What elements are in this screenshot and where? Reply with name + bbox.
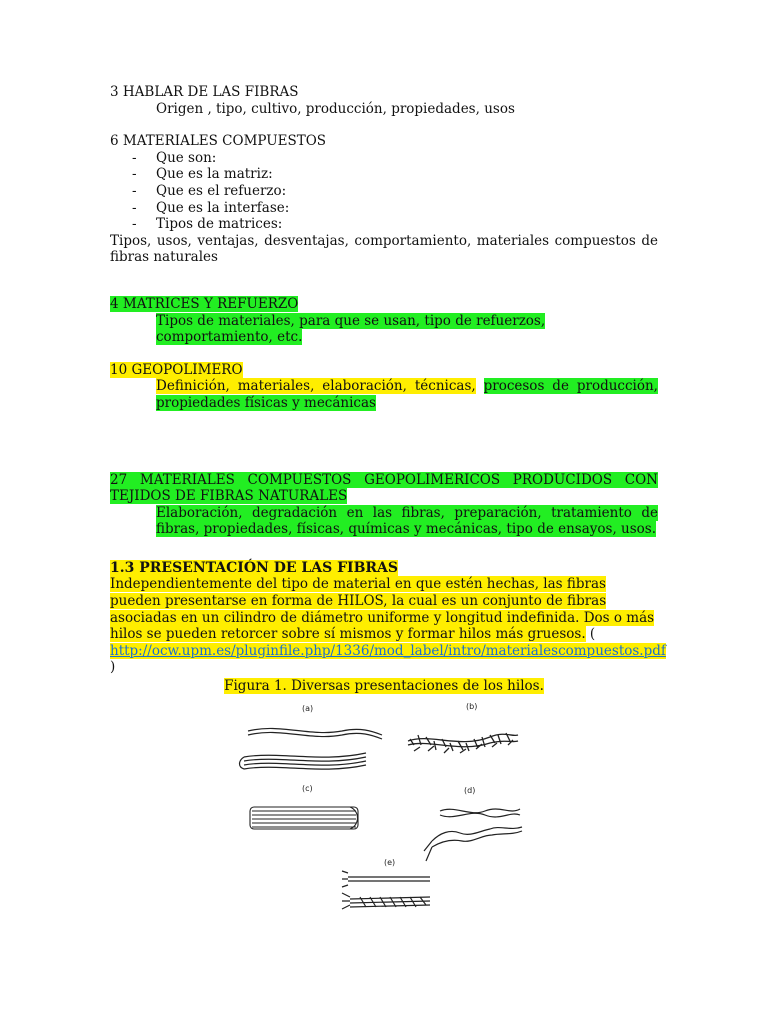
section-title-matrices: 4 MATRICES Y REFUERZO xyxy=(110,295,299,312)
section-subtitle-geopolimero-b: procesos de producción, propiedades físicas y mecánicas xyxy=(156,378,658,411)
figure-label-a: (a) xyxy=(302,703,314,713)
figure-label-e: (e) xyxy=(384,857,396,867)
link-close-paren: ) xyxy=(110,659,116,676)
section-title-geopolimericos: 27 MATERIALES COMPUESTOS GEOPOLIMERICOS PRODUCIDOS CON TEJIDOS DE FIBRAS NATURALES xyxy=(110,471,658,505)
list-item: - Tipos de matrices: xyxy=(132,216,283,233)
section-title-presentacion: 1.3 PRESENTACIÓN DE LAS FIBRAS xyxy=(110,559,399,576)
section-title-fibras: 3 HABLAR DE LAS FIBRAS xyxy=(110,84,299,100)
figure-label-d: (d) xyxy=(464,785,476,795)
section-subtitle-fibras: Origen , tipo, cultivo, producción, propiedades, usos xyxy=(156,100,515,117)
yarn-illustration xyxy=(110,701,658,911)
figure-yarns xyxy=(110,701,658,911)
yarn-b xyxy=(408,733,518,753)
list-item: - Que es el refuerzo: xyxy=(132,182,287,199)
section-title-geopolimero: 10 GEOPOLIMERO xyxy=(110,361,243,378)
section-subtitle-geopolimericos: Elaboración, degradación en las fibras, preparación, tratamiento de fibras, propiedades, físicas, químicas y mecánicas, tipo de ensayos, usos. xyxy=(156,504,658,538)
source-link[interactable]: http://ocw.upm.es/pluginfile.php/1336/mod_label/intro/materialescompuestos.pdf xyxy=(110,642,666,659)
yarn-a xyxy=(240,728,383,769)
figure-label-c: (c) xyxy=(302,783,313,793)
section-subtitle-geopolimero-a: Definición, materiales, elaboración, técnicas, xyxy=(156,378,476,395)
list-item: - Que es la interfase: xyxy=(132,199,290,216)
document-page xyxy=(110,84,666,911)
link-open-paren: ( xyxy=(585,626,596,643)
section-subtitle-matrices: Tipos de materiales, para que se usan, tipo de refuerzos, comportamiento, etc. xyxy=(156,312,546,346)
yarn-d xyxy=(424,809,522,861)
yarn-e xyxy=(342,871,430,909)
list-item: - Que es la matriz: xyxy=(132,166,273,183)
section-title-materiales: 6 MATERIALES COMPUESTOS xyxy=(110,133,327,150)
section-paragraph-materiales: Tipos, usos, ventajas, desventajas, comportamiento, materiales compuestos de fibras naturales xyxy=(110,232,658,266)
yarn-c xyxy=(250,807,358,829)
list-item: - Que son: xyxy=(132,149,217,166)
figure-caption: Figura 1. Diversas presentaciones de los hilos. xyxy=(224,678,544,695)
section-paragraph-presentacion: Independientemente del tipo de material en que estén hechas, las fibras pueden presentarse en forma de HILOS, la cual es un conjunto de fibras asociadas en un cilindro de diámetro uniforme y longitud indefinida. Dos o más hilos se pueden retorcer sobre sí mismos y formar hilos más gruesos. xyxy=(110,576,655,643)
figure-label-b: (b) xyxy=(466,701,478,711)
